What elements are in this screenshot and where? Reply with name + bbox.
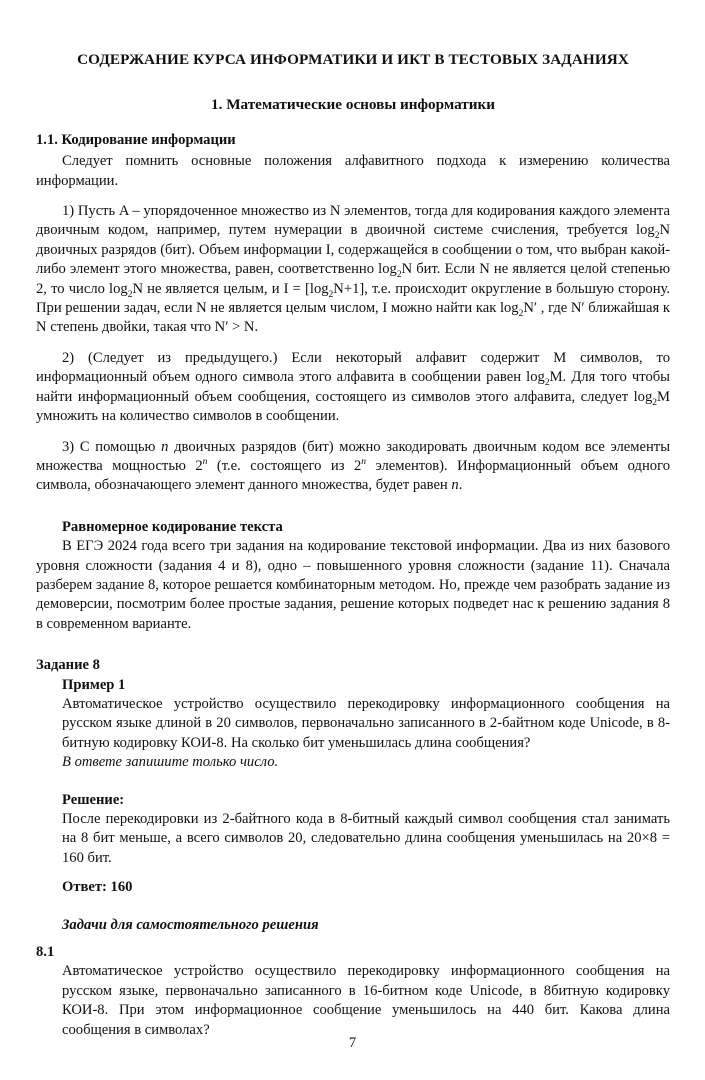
task-8-1-number: 8.1 [36, 944, 55, 961]
task-heading: Задание 8 [36, 657, 100, 674]
document-title: СОДЕРЖАНИЕ КУРСА ИНФОРМАТИКИ И ИКТ В ТЕСТОВЫХ ЗАДАНИЯХ [77, 51, 629, 68]
item3-paragraph: 3) С помощью n двоичных разрядов (бит) можно закодировать двоичным кодом все элементы множества мощностью 2$^n$ (т.е. состоящего из 2$^n$ элементов). Информационный объем одного символа, обозначающего элемент данного множества, будет равен n. [36, 438, 670, 494]
example-text: Автоматическое устройство осуществило перекодировку информационного сообщения на русском языке длиной в 20 символов, первоначально записанного в 2-байтном коде Unicode, в 8-битную кодировку КОИ-8. На сколько бит уменьшилась длина сообщения? [62, 695, 670, 751]
solution-block [36, 791, 670, 898]
item1-paragraph: 1) Пусть A – упорядоченное множество из N элементов, тогда для кодирования каждого элемента двоичным кодом, например, путем нумерации в двоичной системе счисления, требуется $\log_2N$ двоичных разрядов (бит). Объем информации I, содержащейся в сообщении о том, что выбран какой-либо элемент этого множества, равен, соответственно $\log_2N$ бит. Если N не является целой степенью 2, то число $\log_2N$ не является целым, и $I = [\log_2N+1]$, т.е. происходит округление в большую сторону. При решении задач, если N не является целым числом, I можно найти как $\log_2N'$ , где N′ ближайшая к N степень двойки, такая что N′ > N. [36, 203, 671, 336]
subsection-heading: 1.1. Кодирование информации [36, 131, 236, 148]
intro-paragraph: Следует помнить основные положения алфавитного подхода к измерению количества информации. [36, 153, 670, 189]
example-note: В ответе запишите только число. [62, 754, 279, 771]
item2-paragraph: 2) (Следует из предыдущего.) Если некоторый алфавит содержит M символов, то информационный объем одного символа этого алфавита в сообщении равен $\log_2M$. Для того чтобы найти информационный объем сообщения, состоящего из символов этого алфавита, следует $\log_2M$ умножить на количество символов в сообщении. [36, 349, 670, 425]
self-tasks-heading: Задачи для самостоятельного решения [62, 916, 319, 933]
page-number: 7 [348, 1035, 357, 1051]
page-content [36, 50, 670, 1040]
task-8-1-text: Автоматическое устройство осуществило перекодировку информационного сообщения на русском языке, первоначально записанного в 16-битном коде Unicode, в 8битную кодировку КОИ-8. При этом информационное сообщение уменьшилось на 440 бит. Какова длина сообщения в символах? [62, 963, 670, 1038]
solution-text: После перекодировки из 2-байтного кода в 8-битный каждый символ сообщения стал занимать на 8 бит меньше, а всего символов 20, следовательно длина сообщения уменьшилась на 20×8 = 160 бит. [62, 811, 670, 866]
uniform-coding-heading: Равномерное кодирование текста [62, 518, 283, 535]
uniform-coding-paragraph: В ЕГЭ 2024 года всего три задания на кодирование текстовой информации. Два из них базового уровня сложности (задания 4 и 8), одно – повышенного уровня сложности (задание 11). Сначала разберем задание 8, которое решается комбинаторным методом. Но, прежде чем разобрать задание из демоверсии, посмотрим более простые задания, решение которых подведет нас к решению задания 8 в современном варианте. [36, 538, 670, 632]
example-block [36, 695, 670, 773]
example-heading: Пример 1 [62, 676, 126, 693]
section-heading: 1. Математические основы информатики [211, 96, 495, 114]
answer-text: Ответ: 160 [62, 879, 133, 896]
solution-heading: Решение: [62, 791, 125, 808]
